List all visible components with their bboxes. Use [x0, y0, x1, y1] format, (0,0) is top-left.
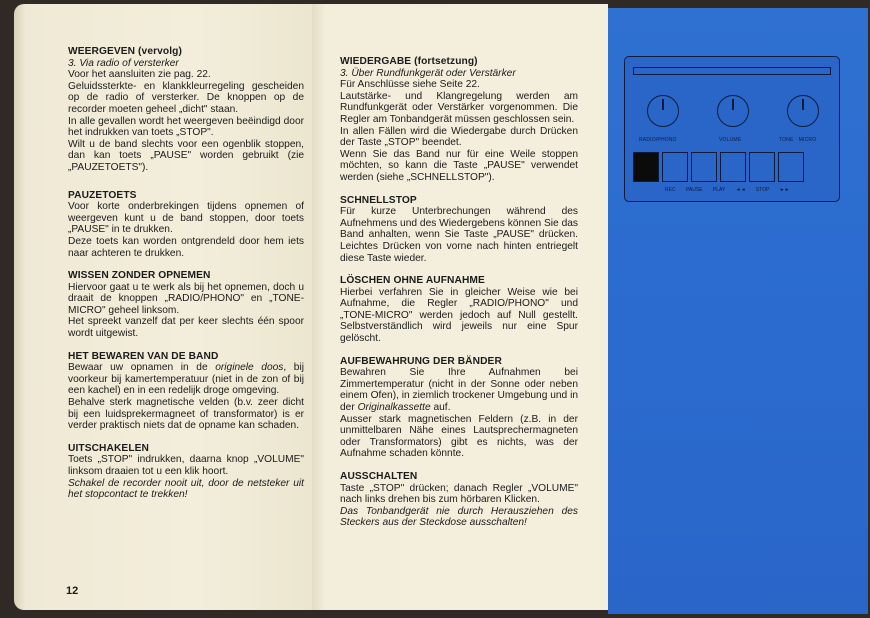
radio-phono-knob-icon [647, 95, 679, 127]
paragraph: Lautstärke- und Klangregelung werden am Rundfunkgerät oder Verstärker vorgenommen. Die Regler am Tonbandgerät müssen geschlossen sein. [340, 90, 578, 125]
heading-weergeven: WEERGEVEN (vervolg) [68, 46, 182, 57]
knob-label: RADIO/PHONO [639, 137, 677, 143]
text-run-italic: Originalkassette [357, 402, 431, 414]
paragraph: Het spreekt vanzelf dat per keer slechts één spoor wordt uitgewist. [68, 316, 304, 340]
text-run: auf. [430, 402, 451, 414]
paragraph: Für Anschlüsse siehe Seite 22. [340, 79, 480, 91]
right-column [340, 56, 578, 529]
paragraph: Voor het aansluiten zie pag. 22. [68, 69, 211, 81]
paragraph: Taste „STOP" drücken; danach Regler „VOLUME" nach links drehen bis zum hörbaren Klicken. [340, 482, 578, 506]
heading-loeschen: LÖSCHEN OHNE AUFNAHME [340, 275, 485, 287]
volume-knob-icon [717, 95, 749, 127]
paragraph: Hiervoor gaat u te werk als bij het opnemen, doch u draait de knoppen „RADIO/PHONO" en „TONE-MICRO" geheel linksom. [68, 281, 304, 316]
paragraph: Behalve sterk magnetische velden (b.v. zeer dicht bij een luidsprekermagneet of transformator) is er verder praktisch niets dat de opname kan schaden. [68, 397, 304, 432]
paragraph: In allen Fällen wird die Wiedergabe durch Drücken der Taste „STOP" beendet. [340, 125, 578, 149]
warning-paragraph: Das Tonbandgerät nie durch Herausziehen des Steckers aus der Steckdose ausschalten! [340, 505, 578, 529]
heading-schnellstop: SCHNELLSTOP [340, 194, 417, 206]
tone-micro-knob-icon [787, 95, 819, 127]
left-column [68, 46, 304, 501]
text-run: Bewaar uw opnamen in de [68, 362, 216, 374]
heading-wissen: WISSEN ZONDER OPNEMEN [68, 270, 211, 282]
paragraph: Voor korte onderbrekingen tijdens opnemen of weergeven kunt u de band stoppen, door toets „PAUSE" in te drukken. [68, 201, 304, 236]
paragraph: In alle gevallen wordt het weergeven beëindigd door het indrukken van toets „STOP". [68, 115, 304, 139]
paragraph: Deze toets kan worden ontgrendeld door hem iets naar achteren te drukken. [68, 235, 304, 259]
control-panel-illustration [624, 56, 840, 202]
knob-label: VOLUME [719, 137, 742, 143]
paragraph: Geluidssterkte- en klankkleurregeling gescheiden op de radio of versterker. De knoppen op de recorder moeten geheel „dicht" staan. [68, 80, 304, 115]
text-run: Bewahren Sie Ihre Aufnahmen bei Zimmertemperatur (nicht in der Sonne oder neben einem Ofen), in ziemlich trockener Umgebung und in der [340, 367, 578, 414]
key-labels: REC PAUSE PLAY ◄◄ STOP ►► [665, 187, 790, 193]
pause-key-icon [662, 152, 688, 182]
play-key-icon [691, 152, 717, 182]
tape-counter-strip [633, 67, 831, 75]
text-run: , bij voorkeur bij kamertemperatuur (niet in de zon of bij een kachel) en in een redelijk droge omgeving. [68, 362, 304, 397]
paragraph: Wilt u de band slechts voor een ogenblik stoppen, dan kan toets „PAUSE" worden gebruikt (zie „PAUZETOETS"). [68, 138, 304, 173]
subheading-rundfunk: 3. Über Rundfunkgerät oder Verstärker [340, 67, 516, 79]
paragraph [68, 362, 304, 397]
rewind-key-icon [720, 152, 746, 182]
forward-key-icon [778, 152, 804, 182]
paragraph: Wenn Sie das Band nur für eine Weile stoppen möchten, so kann die Taste „PAUSE" verwendet werden (siehe „SCHNELLSTOP"). [340, 148, 578, 183]
rec-key-icon [633, 152, 659, 182]
page-number: 12 [66, 585, 79, 597]
warning-paragraph: Schakel de recorder nooit uit, door de netsteker uit het stopcontact te trekken! [68, 477, 304, 501]
paragraph: Toets „STOP" indrukken, daarna knop „VOLUME" linksom draaien tot u een klik hoort. [68, 454, 304, 477]
piano-keys [633, 152, 823, 180]
paragraph: Hierbei verfahren Sie in gleicher Weise wie bei Aufnahme, die Regler „RADIO/PHONO" und „TONE-MICRO" werden jedoch auf Null gestellt. Selbstverständlich wird jeweils nur eine Spur gelöscht. [340, 286, 578, 345]
heading-bewaren: HET BEWAREN VAN DE BAND [68, 350, 219, 362]
paragraph [340, 367, 578, 413]
heading-aufbewahrung: AUFBEWAHRUNG DER BÄNDER [340, 355, 502, 367]
stop-key-icon [749, 152, 775, 182]
subheading-radio: 3. Via radio of versterker [68, 57, 179, 69]
text-run-italic: originele doos [215, 362, 284, 374]
heading-uitschakelen: UITSCHAKELEN [68, 442, 150, 454]
heading-pauzetoets: PAUZETOETS [68, 189, 137, 201]
knob-label: TONE · MICRO [779, 137, 817, 143]
paragraph: Ausser stark magnetischen Feldern (z.B. in der unmittelbaren Nähe eines Lautsprechermagneten oder Transformators) gibt es nichts, was der Aufnahme schaden könnte. [340, 413, 578, 460]
heading-ausschalten: AUSSCHALTEN [340, 471, 418, 482]
heading-wiedergabe: WIEDERGABE (fortsetzung) [340, 56, 478, 67]
paragraph: Für kurze Unterbrechungen während des Aufnehmens und des Wiedergebens können Sie das Band anhalten, wenn Sie Taste „PAUSE" drücken. Leichtes Drücken von vorne nach hinten entriegelt diese Taste wieder. [340, 206, 578, 264]
